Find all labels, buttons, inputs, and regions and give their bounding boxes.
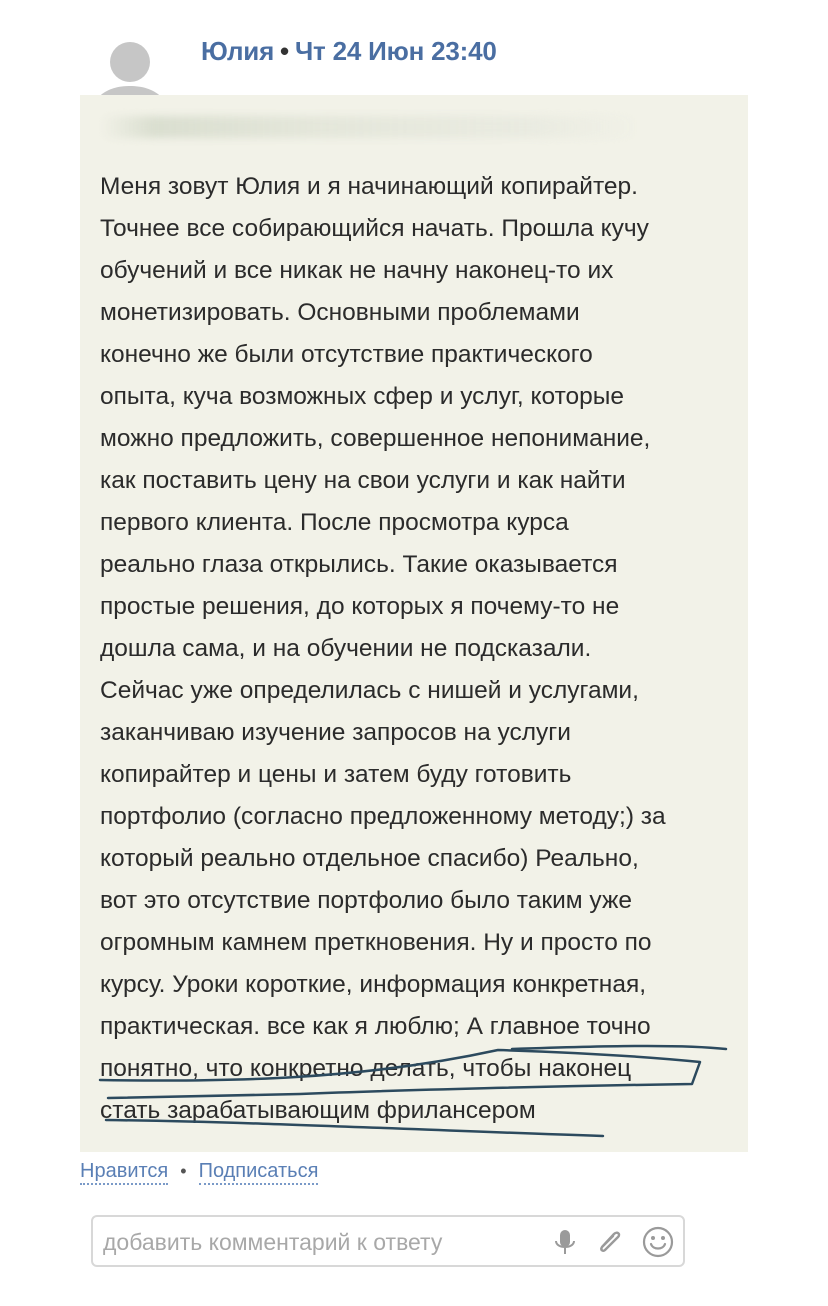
microphone-icon[interactable] — [548, 1225, 582, 1259]
comment-input[interactable] — [101, 1223, 545, 1261]
comment-box — [91, 1215, 685, 1267]
author-name[interactable]: Юлия — [201, 36, 275, 66]
review-text: Меня зовут Юлия и я начинающий копирайтер. Точнее все собирающийся начать. Прошла кучу обучений и все никак не начну наконец-то их монетизировать. Основными проблемами конечно же были отсутствие практического опыта, куча возможных сфер и услуг, которые можно предложить, совершенное непонимание, как поставить цену на свои услуги и как найти первого клиента. После просмотра курса реально глаза открылись. Такие оказывается простые решения, до которых я почему-то не дошла сама, и на обучении не подсказали. Сейчас уже определилась с нишей и услугами, заканчиваю изучение запросов на услуги копирайтер и цены и затем буду готовить портфолио (согласно предложенному методу;) за который реально отдельное спасибо) Реально, вот это отсутствие портфолио было таким уже огромным камнем преткновения. Ну и просто по курсу. Уроки короткие, информация конкретная, практическая. все как я люблю; А главное точно понятно, что конкретно делать, чтобы наконец стать зарабатывающим фрилансером — [100, 173, 666, 1124]
review-date: Чт 24 Июн 23:40 — [294, 36, 497, 66]
actions-separator: • — [180, 1161, 187, 1181]
blurred-region — [100, 116, 640, 138]
header-separator: • — [280, 36, 289, 66]
subscribe-link[interactable]: Подписаться — [199, 1160, 319, 1185]
like-link[interactable]: Нравится — [80, 1160, 168, 1185]
paperclip-icon[interactable] — [593, 1225, 627, 1259]
review-actions — [80, 1160, 318, 1183]
smiley-icon[interactable] — [641, 1225, 675, 1259]
review-header — [201, 36, 497, 67]
